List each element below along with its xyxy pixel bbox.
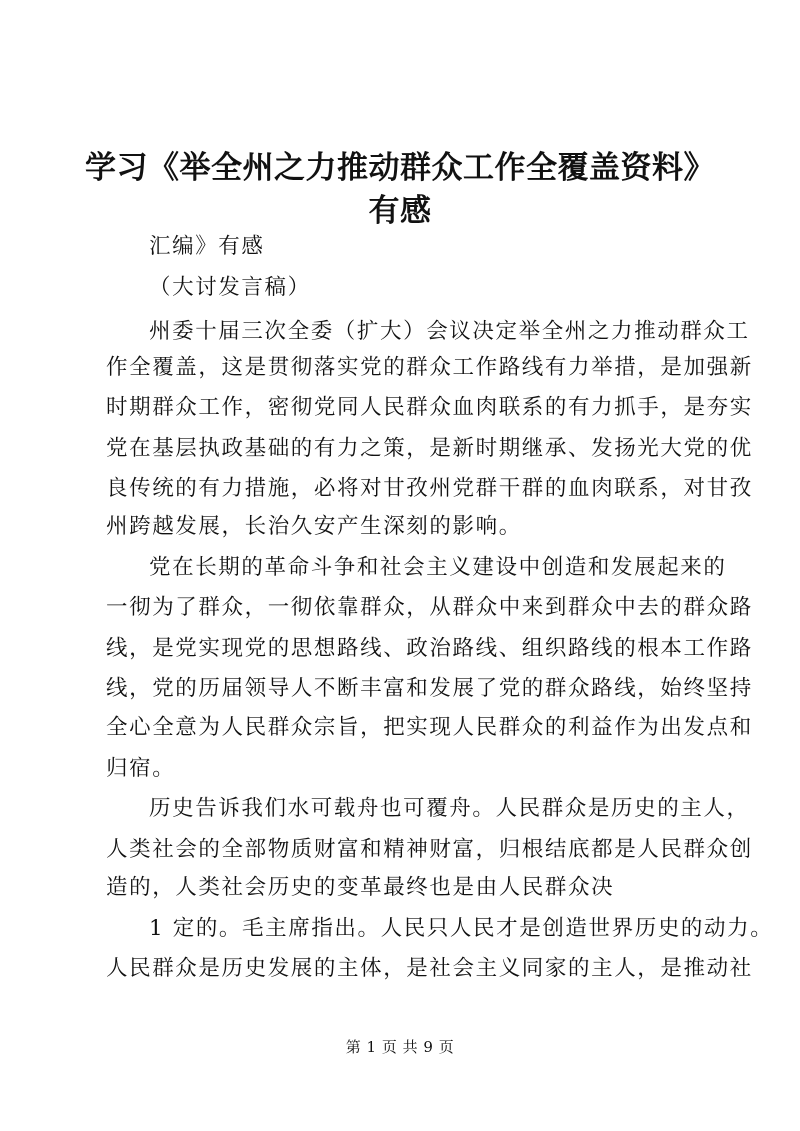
document-title-line-2: 有感	[368, 193, 432, 229]
body-line-10: 一彻为了群众，一彻依靠群众，从群众中来到群众中去的群众路	[106, 595, 753, 620]
body-line-3: 州委十届三次全委（扩大）会议决定举全州之力推动群众工	[149, 319, 750, 344]
body-line-14: 归宿。	[106, 756, 176, 781]
body-line-1: 汇编》有感	[149, 234, 265, 259]
body-line-13: 全心全意为人民群众宗旨，把实现人民群众的利益作为出发点和	[106, 715, 753, 740]
body-line-4: 作全覆盖，这是贯彻落实党的群众工作路线有力举措，是加强新	[106, 355, 753, 380]
body-line-7: 良传统的有力措施，必将对甘孜州党群干群的血肉联系，对甘孜	[106, 476, 753, 501]
body-line-16: 人类社会的全部物质财富和精神财富，归根结底都是人民群众创	[106, 837, 753, 862]
body-line-11: 线，是党实现党的思想路线、政治路线、组织路线的根本工作路	[106, 636, 753, 661]
page-number-footer: 第 1 页 共 9 页	[345, 1038, 455, 1056]
body-line-5: 时期群众工作，密彻党同人民群众血肉联系的有力抓手，是夯实	[106, 395, 753, 420]
body-line-8: 州跨越发展，长治久安产生深刻的影响。	[106, 514, 522, 539]
body-line-2: （大讨发言稿）	[149, 275, 311, 300]
body-line-12: 线，党的历届领导人不断丰富和发展了党的群众路线，始终坚持	[106, 676, 753, 701]
document-title-line-1: 学习《举全州之力推动群众工作全覆盖资料》	[85, 150, 715, 186]
body-line-9: 党在长期的革命斗争和社会主义建设中创造和发展起来的	[149, 555, 727, 580]
body-line-19: 人民群众是历史发展的主体，是社会主义同家的主人，是推动社	[106, 956, 753, 981]
body-line-18: 1 定的。毛主席指出。人民只人民才是创造世界历史的动力。	[149, 916, 774, 941]
body-line-15: 历史告诉我们水可载舟也可覆舟。人民群众是历史的主人，	[149, 796, 750, 821]
body-line-17: 造的，人类社会历史的变革最终也是由人民群众决	[106, 875, 615, 900]
body-line-6: 党在基层执政基础的有力之策，是新时期继承、发扬光大党的优	[106, 436, 753, 461]
